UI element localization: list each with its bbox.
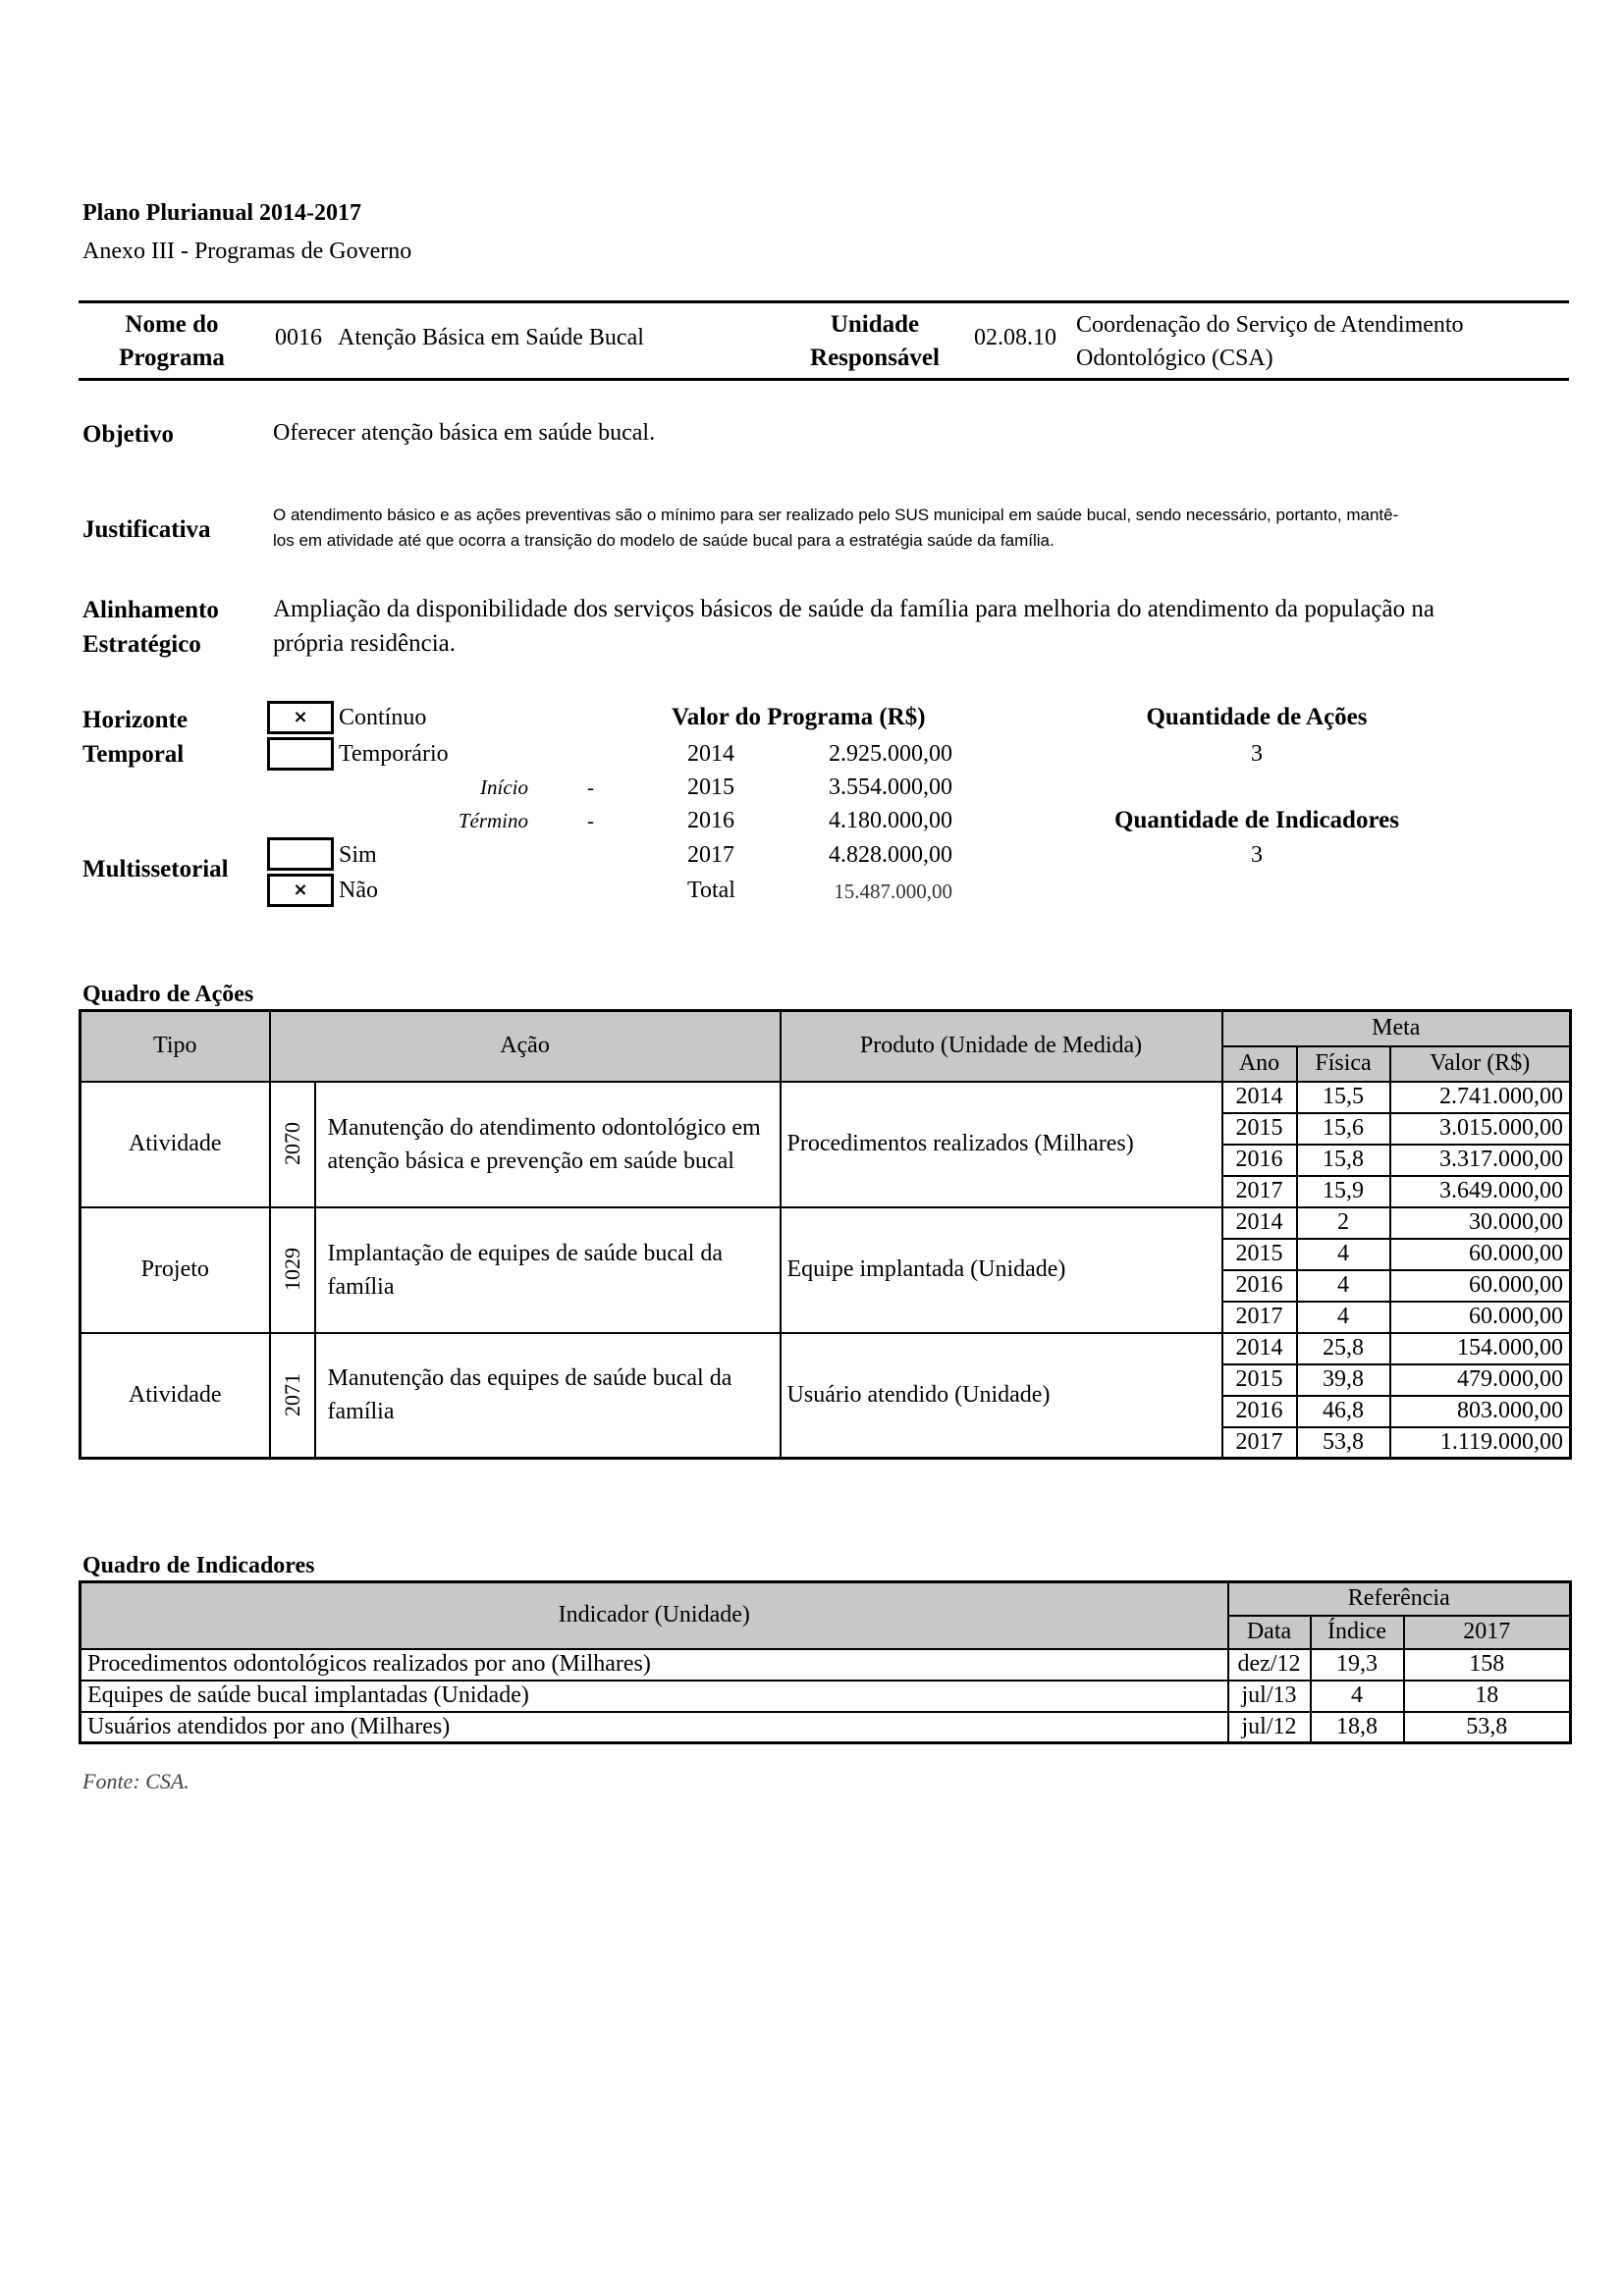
valor-year: 2014 <box>687 741 734 767</box>
meta-valor: 3.015.000,00 <box>1390 1113 1571 1145</box>
valor-amount: 4.180.000,00 <box>829 808 952 833</box>
alinhamento-label <box>82 593 219 662</box>
meta-ano: 2017 <box>1222 1302 1297 1333</box>
valor-amount: 4.828.000,00 <box>829 842 952 868</box>
meta-fisica: 46,8 <box>1297 1396 1390 1427</box>
table-row <box>81 1712 1571 1743</box>
horizonte-label <box>82 703 188 772</box>
indicador-data: dez/12 <box>1228 1649 1311 1681</box>
valor-year: 2015 <box>687 774 734 800</box>
header-fisica: Física <box>1297 1046 1390 1082</box>
meta-fisica: 39,8 <box>1297 1364 1390 1396</box>
header-acao: Ação <box>270 1011 781 1082</box>
acao-code <box>270 1207 315 1333</box>
acao-code-text: 2070 <box>279 1122 304 1165</box>
meta-ano: 2015 <box>1222 1364 1297 1396</box>
meta-valor: 60.000,00 <box>1390 1270 1571 1302</box>
alinhamento-label-line2: Estratégico <box>82 631 201 658</box>
meta-ano: 2016 <box>1222 1396 1297 1427</box>
table-row <box>81 1649 1571 1681</box>
meta-valor: 3.317.000,00 <box>1390 1145 1571 1176</box>
meta-fisica: 15,5 <box>1297 1082 1390 1113</box>
objetivo-text: Oferecer atenção básica em saúde bucal. <box>273 420 656 446</box>
indicador-nome: Procedimentos odontológicos realizados por ano (Milhares) <box>81 1649 1228 1681</box>
quantidade-indicadores-value: 3 <box>1251 842 1263 868</box>
meta-fisica: 4 <box>1297 1302 1390 1333</box>
indicador-indice: 18,8 <box>1311 1712 1404 1743</box>
indicador-valor: 18 <box>1404 1681 1571 1712</box>
acao-code-text: 1029 <box>279 1248 304 1291</box>
multissetorial-nao-checkbox[interactable]: × <box>267 874 334 907</box>
program-bar-bottom-rule <box>79 378 1569 381</box>
responsible-unit-name-line2: Odontológico (CSA) <box>1076 346 1273 371</box>
document-subtitle: Anexo III - Programas de Governo <box>82 239 412 264</box>
indicador-data: jul/13 <box>1228 1681 1311 1712</box>
alinhamento-label-line1: Alinhamento <box>82 597 219 623</box>
termino-value: - <box>587 809 594 832</box>
acao-tipo: Atividade <box>81 1333 270 1459</box>
program-name-label <box>108 308 236 375</box>
indicador-indice: 4 <box>1311 1681 1404 1712</box>
horizonte-label-line2: Temporal <box>82 741 185 768</box>
meta-fisica: 15,8 <box>1297 1145 1390 1176</box>
justificativa-line1: O atendimento básico e as ações preventivas são o mínimo para ser realizado pelo SUS municipal em saúde bucal, sendo necessário, portanto, mantê- <box>273 506 1399 524</box>
multissetorial-label: Multissetorial <box>82 856 229 882</box>
valor-amount: 3.554.000,00 <box>829 774 952 800</box>
multissetorial-nao-label: Não <box>339 878 378 903</box>
meta-fisica: 2 <box>1297 1207 1390 1239</box>
acao-produto: Procedimentos realizados (Milhares) <box>781 1082 1222 1207</box>
justificativa-text <box>273 503 1569 554</box>
table-row <box>81 1333 1571 1364</box>
header-referencia: Referência <box>1228 1582 1571 1616</box>
meta-valor: 60.000,00 <box>1390 1302 1571 1333</box>
alinhamento-line1: Ampliação da disponibilidade dos serviços básicos de saúde da família para melhoria do atendimento da população na <box>273 596 1434 622</box>
indicador-valor: 53,8 <box>1404 1712 1571 1743</box>
acao-tipo: Atividade <box>81 1082 270 1207</box>
termino-label: Término <box>458 809 528 832</box>
meta-ano: 2015 <box>1222 1113 1297 1145</box>
meta-ano: 2016 <box>1222 1270 1297 1302</box>
indicador-valor: 158 <box>1404 1649 1571 1681</box>
meta-ano: 2015 <box>1222 1239 1297 1270</box>
indicador-indice: 19,3 <box>1311 1649 1404 1681</box>
header-indice: Índice <box>1311 1616 1404 1649</box>
quadro-indicadores-table <box>79 1580 1572 1744</box>
header-produto: Produto (Unidade de Medida) <box>781 1011 1222 1082</box>
indicador-nome: Usuários atendidos por ano (Milhares) <box>81 1712 1228 1743</box>
quadro-indicadores-title: Quadro de Indicadores <box>82 1553 315 1578</box>
acao-code-text: 2071 <box>279 1372 304 1416</box>
quadro-acoes-title: Quadro de Ações <box>82 982 254 1007</box>
temporario-label: Temporário <box>339 741 449 767</box>
indicador-nome: Equipes de saúde bucal implantadas (Unidade) <box>81 1681 1228 1712</box>
responsible-unit-code: 02.08.10 <box>974 325 1056 350</box>
inicio-label: Início <box>480 775 528 799</box>
meta-ano: 2017 <box>1222 1176 1297 1207</box>
responsible-unit-label-line1: Unidade <box>830 311 920 338</box>
meta-valor: 1.119.000,00 <box>1390 1427 1571 1459</box>
meta-ano: 2014 <box>1222 1082 1297 1113</box>
header-meta: Meta <box>1222 1011 1571 1046</box>
acao-code <box>270 1333 315 1459</box>
meta-ano: 2014 <box>1222 1333 1297 1364</box>
multissetorial-sim-label: Sim <box>339 842 377 868</box>
alinhamento-text <box>273 592 1569 661</box>
responsible-unit-label <box>795 308 954 375</box>
justificativa-label: Justificativa <box>82 516 211 543</box>
program-name: Atenção Básica em Saúde Bucal <box>338 325 644 350</box>
acao-produto: Usuário atendido (Unidade) <box>781 1333 1222 1459</box>
alinhamento-line2: própria residência. <box>273 630 457 657</box>
quantidade-acoes-label: Quantidade de Ações <box>1146 704 1368 730</box>
objetivo-label: Objetivo <box>82 421 175 448</box>
valor-total-label: Total <box>687 878 735 903</box>
valor-total-amount: 15.487.000,00 <box>834 880 952 903</box>
acao-descricao: Manutenção das equipes de saúde bucal da família <box>315 1333 781 1459</box>
temporario-checkbox[interactable] <box>267 737 334 771</box>
meta-fisica: 53,8 <box>1297 1427 1390 1459</box>
valor-year: 2016 <box>687 808 734 833</box>
justificativa-line2: los em atividade até que ocorra a transição do modelo de saúde bucal para a estratégia saúde da família. <box>273 531 1055 550</box>
acao-code <box>270 1082 315 1207</box>
header-data: Data <box>1228 1616 1311 1649</box>
program-name-label-line2: Programa <box>119 345 225 371</box>
meta-valor: 2.741.000,00 <box>1390 1082 1571 1113</box>
acao-descricao: Implantação de equipes de saúde bucal da família <box>315 1207 781 1333</box>
inicio-value: - <box>587 775 594 799</box>
meta-fisica: 15,6 <box>1297 1113 1390 1145</box>
responsible-unit-name-line1: Coordenação do Serviço de Atendimento <box>1076 312 1464 338</box>
meta-fisica: 25,8 <box>1297 1333 1390 1364</box>
meta-valor: 154.000,00 <box>1390 1333 1571 1364</box>
fonte-note: Fonte: CSA. <box>82 1769 189 1793</box>
meta-ano: 2014 <box>1222 1207 1297 1239</box>
acao-descricao: Manutenção do atendimento odontológico em atenção básica e prevenção em saúde bucal <box>315 1082 781 1207</box>
meta-ano: 2017 <box>1222 1427 1297 1459</box>
valor-year: 2017 <box>687 842 734 868</box>
meta-fisica: 4 <box>1297 1270 1390 1302</box>
table-row <box>81 1082 1571 1113</box>
program-name-label-line1: Nome do <box>125 311 219 338</box>
meta-valor: 3.649.000,00 <box>1390 1176 1571 1207</box>
quantidade-acoes-value: 3 <box>1251 741 1263 767</box>
header-ano: Ano <box>1222 1046 1297 1082</box>
quadro-acoes-table <box>79 1009 1572 1460</box>
header-indicador: Indicador (Unidade) <box>81 1582 1228 1649</box>
responsible-unit-label-line2: Responsável <box>810 345 940 371</box>
document-title: Plano Plurianual 2014-2017 <box>82 200 362 226</box>
acao-tipo: Projeto <box>81 1207 270 1333</box>
multissetorial-sim-checkbox[interactable] <box>267 837 334 871</box>
meta-fisica: 4 <box>1297 1239 1390 1270</box>
quantidade-indicadores-label: Quantidade de Indicadores <box>1114 807 1399 833</box>
indicador-data: jul/12 <box>1228 1712 1311 1743</box>
program-code: 0016 <box>275 325 322 350</box>
responsible-unit-name <box>1076 308 1464 375</box>
header-ano-referencia: 2017 <box>1404 1616 1571 1649</box>
header-valor: Valor (R$) <box>1390 1046 1571 1082</box>
meta-valor: 803.000,00 <box>1390 1396 1571 1427</box>
meta-valor: 479.000,00 <box>1390 1364 1571 1396</box>
continuo-checkbox[interactable]: × <box>267 701 334 734</box>
program-bar-top-rule <box>79 300 1569 303</box>
valor-amount: 2.925.000,00 <box>829 741 952 767</box>
valor-programa-title: Valor do Programa (R$) <box>672 704 926 730</box>
header-tipo: Tipo <box>81 1011 270 1082</box>
horizonte-label-line1: Horizonte <box>82 707 188 733</box>
meta-valor: 60.000,00 <box>1390 1239 1571 1270</box>
meta-valor: 30.000,00 <box>1390 1207 1571 1239</box>
table-row <box>81 1681 1571 1712</box>
meta-ano: 2016 <box>1222 1145 1297 1176</box>
table-row <box>81 1207 1571 1239</box>
meta-fisica: 15,9 <box>1297 1176 1390 1207</box>
continuo-label: Contínuo <box>339 705 427 730</box>
acao-produto: Equipe implantada (Unidade) <box>781 1207 1222 1333</box>
